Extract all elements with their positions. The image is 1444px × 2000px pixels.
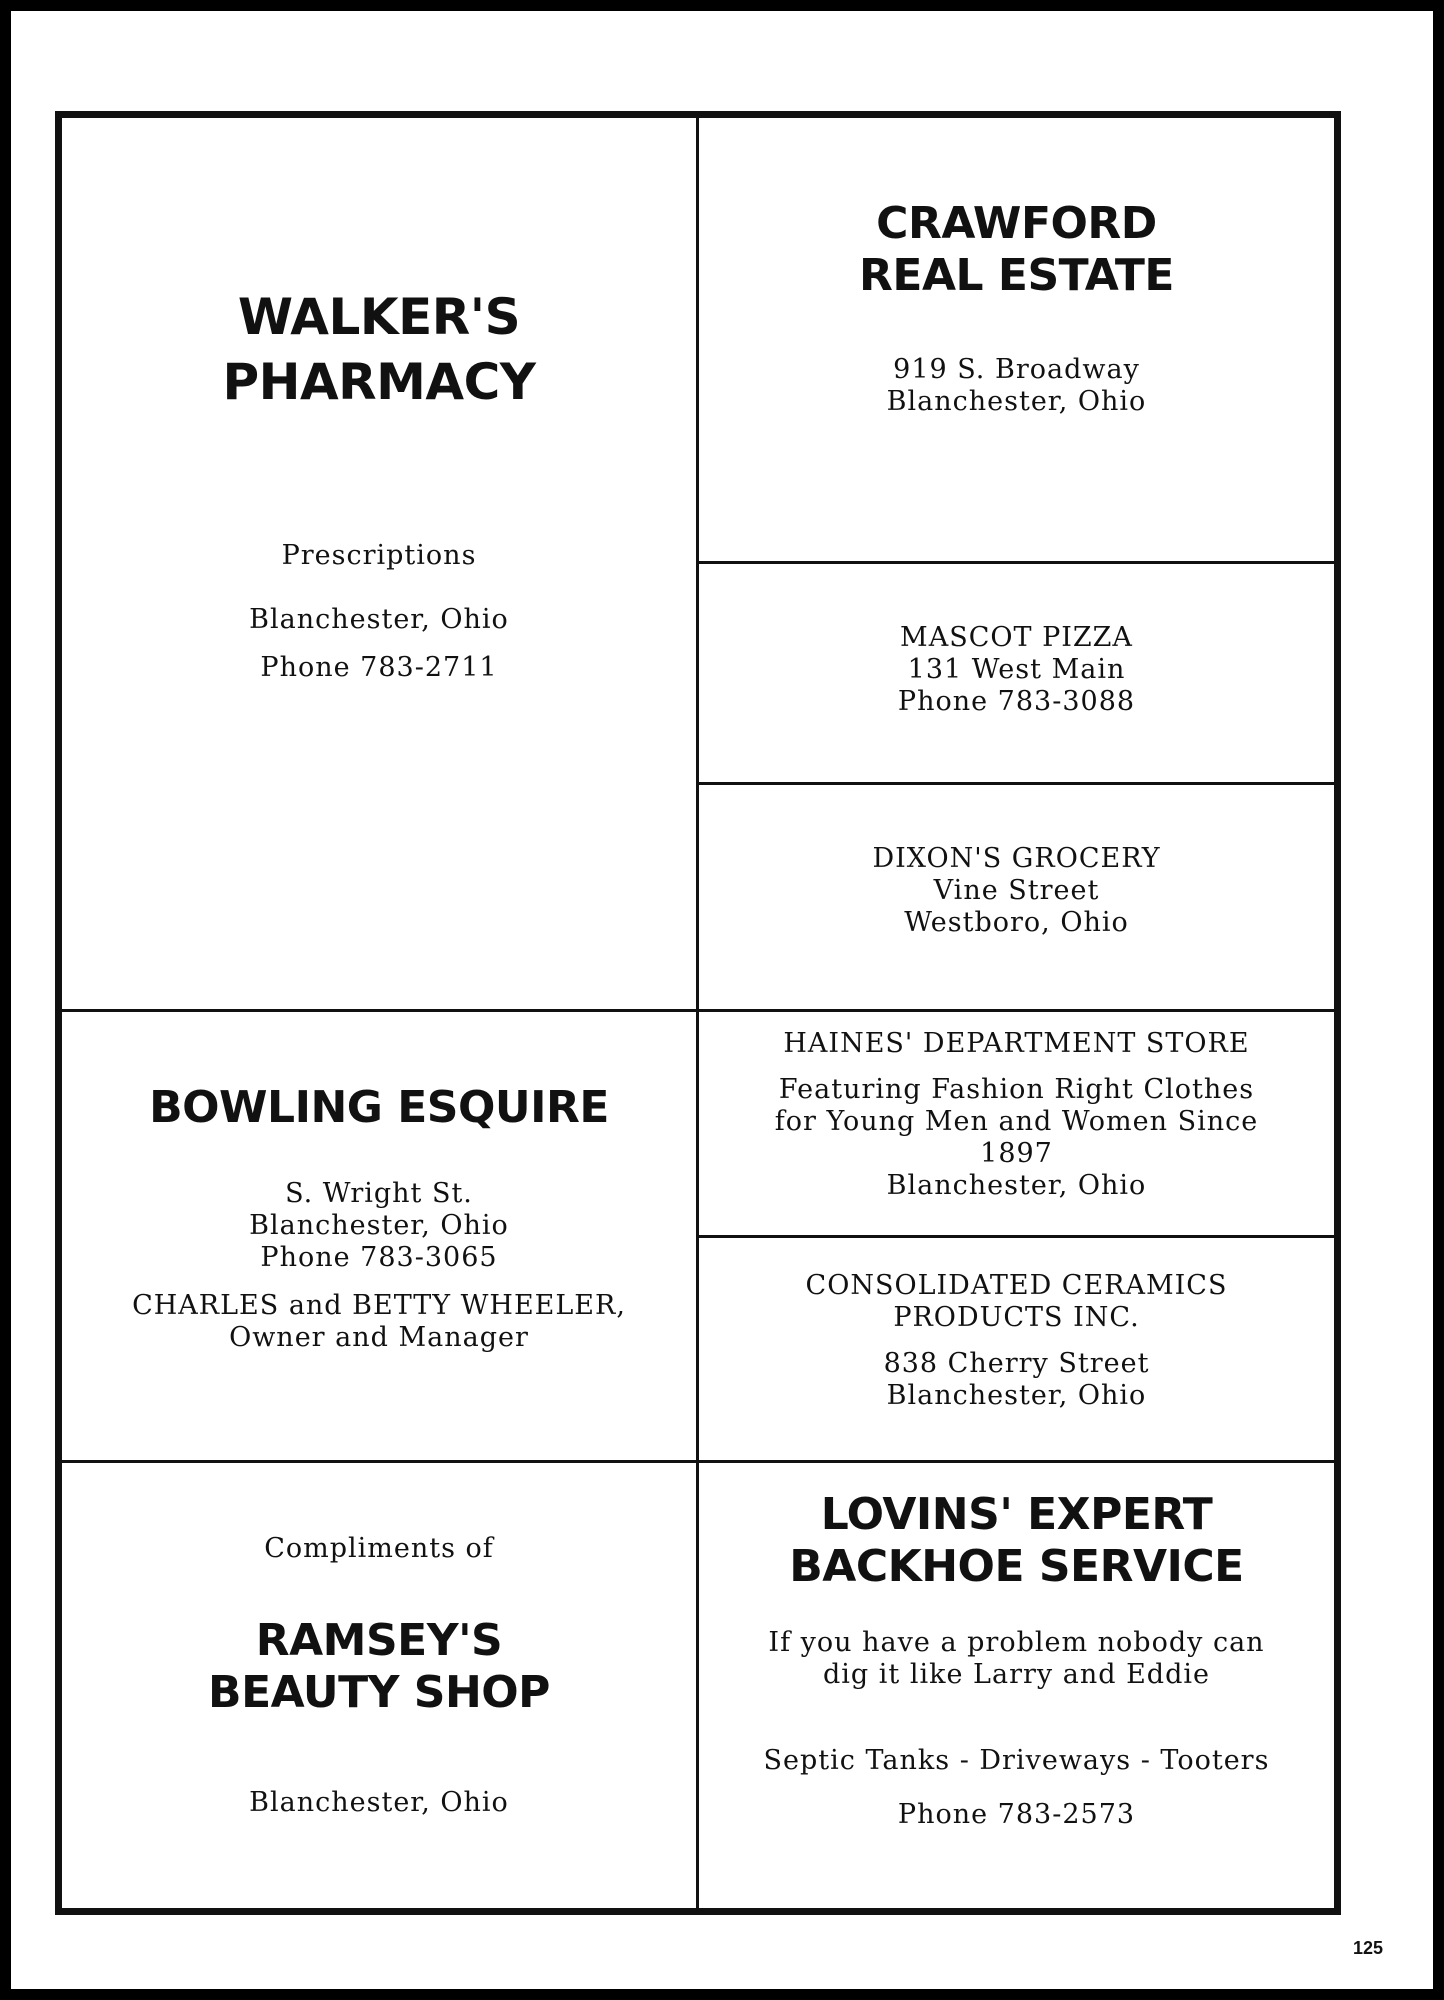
consolidated-line1: CONSOLIDATED CERAMICS bbox=[805, 1270, 1228, 1301]
crawford-name-line1: CRAWFORD bbox=[876, 198, 1157, 249]
walkers-name-line2: PHARMACY bbox=[222, 353, 536, 411]
ad-grid bbox=[55, 111, 1341, 1915]
ramseys-name-line1: RAMSEY'S bbox=[255, 1615, 503, 1666]
consolidated-line2: PRODUCTS INC. bbox=[893, 1302, 1140, 1333]
crawford-line2: Blanchester, Ohio bbox=[886, 385, 1147, 417]
haines-line3: for Young Men and Women Since bbox=[774, 1106, 1259, 1137]
haines-line2: Featuring Fashion Right Clothes bbox=[778, 1074, 1255, 1105]
lovins-line3: Septic Tanks - Driveways - Tooters bbox=[763, 1744, 1270, 1776]
bowling-line2: Blanchester, Ohio bbox=[249, 1209, 509, 1241]
ad-ramseys-beauty-shop bbox=[59, 1460, 699, 1911]
lovins-name-line2: BACKHOE SERVICE bbox=[789, 1540, 1244, 1592]
walkers-name-line1: WALKER'S bbox=[237, 288, 521, 346]
bowling-line3: Phone 783-3065 bbox=[260, 1241, 498, 1273]
consolidated-line4: Blanchester, Ohio bbox=[886, 1380, 1147, 1411]
bowling-line1: S. Wright St. bbox=[285, 1177, 473, 1209]
ad-dixons-grocery bbox=[696, 782, 1337, 1012]
crawford-line1: 919 S. Broadway bbox=[893, 353, 1140, 385]
ad-consolidated-ceramics bbox=[696, 1235, 1337, 1463]
page-number: 125 bbox=[1352, 1938, 1383, 1958]
haines-line5: Blanchester, Ohio bbox=[886, 1170, 1147, 1201]
walkers-line1: Prescriptions bbox=[281, 540, 477, 571]
lovins-line1: If you have a problem nobody can bbox=[768, 1626, 1265, 1658]
consolidated-line3: 838 Cherry Street bbox=[883, 1348, 1150, 1379]
bowling-line4: CHARLES and BETTY WHEELER, bbox=[132, 1289, 626, 1321]
lovins-line2: dig it like Larry and Eddie bbox=[823, 1658, 1210, 1690]
dixons-line2: Vine Street bbox=[933, 875, 1100, 906]
lovins-line4: Phone 783-2573 bbox=[897, 1798, 1136, 1830]
haines-line4: 1897 bbox=[980, 1138, 1053, 1169]
ad-lovins-backhoe-service bbox=[696, 1460, 1337, 1911]
crawford-name-line2: REAL ESTATE bbox=[859, 249, 1174, 301]
ad-crawford-real-estate bbox=[696, 115, 1337, 564]
ramseys-intro: Compliments of bbox=[264, 1533, 494, 1564]
ramseys-name-line2: BEAUTY SHOP bbox=[208, 1666, 550, 1718]
ad-walkers-pharmacy bbox=[59, 115, 699, 1012]
walkers-line2: Blanchester, Ohio bbox=[249, 604, 509, 635]
ad-mascot-pizza bbox=[696, 561, 1337, 785]
walkers-line3: Phone 783-2711 bbox=[260, 652, 498, 683]
bowling-line5: Owner and Manager bbox=[229, 1321, 529, 1353]
lovins-name-line1: LOVINS' EXPERT bbox=[820, 1489, 1213, 1540]
mascot-line2: 131 West Main bbox=[907, 654, 1126, 685]
dixons-line3: Westboro, Ohio bbox=[904, 907, 1129, 938]
ad-haines-department-store bbox=[696, 1009, 1337, 1238]
haines-line1: HAINES' DEPARTMENT STORE bbox=[783, 1028, 1250, 1059]
dixons-line1: DIXON'S GROCERY bbox=[872, 843, 1161, 874]
ad-bowling-esquire bbox=[59, 1009, 699, 1463]
mascot-line3: Phone 783-3088 bbox=[897, 686, 1136, 717]
bowling-name: BOWLING ESQUIRE bbox=[149, 1082, 609, 1133]
ramseys-line1: Blanchester, Ohio bbox=[249, 1786, 509, 1818]
yearbook-page bbox=[11, 11, 1433, 1989]
mascot-line1: MASCOT PIZZA bbox=[900, 622, 1133, 653]
